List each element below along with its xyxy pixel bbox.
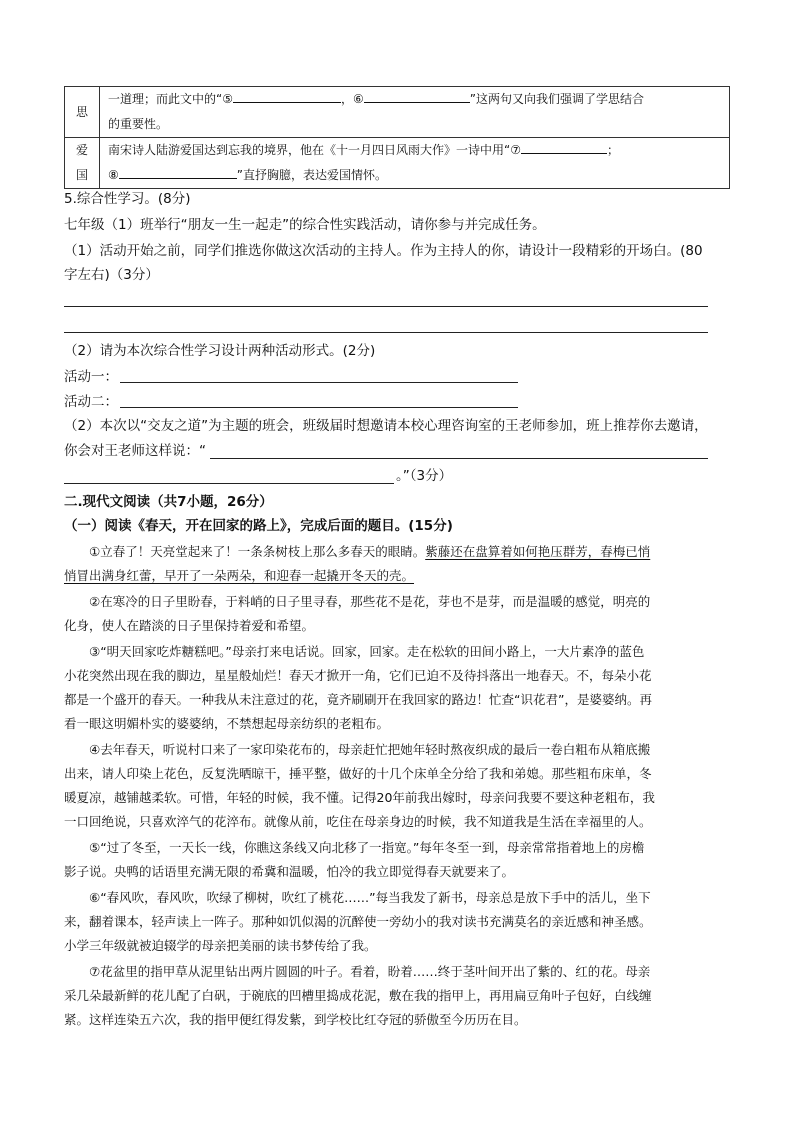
q5-part2: （2）请为本次综合性学习设计两种活动形式。(2分) <box>64 343 376 359</box>
activity-one-line[interactable] <box>120 382 518 383</box>
q5-heading: 5.综合性学习。(8分) <box>64 191 191 207</box>
q5-part1-line2: 字左右)（3分） <box>64 267 159 283</box>
article-line: 出来，请人印染上花色，反复洗晒晾干，捶平整，做好的十几个床单全分给了我和弟媳。那些粗布床单，冬 <box>64 766 652 781</box>
q5-part1-line1: （1）活动开始之前，同学们推选你做这次活动的主持人。作为主持人的你，请设计一段精彩的开场白。(80 <box>64 243 703 259</box>
answer-line-2[interactable] <box>64 332 708 333</box>
article-line: 采几朵最新鲜的花儿配了白矾，于碗底的凹槽里捣成花泥，敷在我的指甲上，再用扁豆角叶子包好，白线缠 <box>64 988 652 1003</box>
blank-7[interactable] <box>521 139 607 154</box>
row-content-patriotism: 南宋诗人陆游爱国达到忘我的境界，他在《十一月四日风雨大作》一诗中用“⑦ ； ⑧ ”直抒胸臆，表达爱国情怀。 <box>100 138 730 189</box>
article-line: 影子说。央鸭的话语里充满无限的希冀和温暖，怕冷的我立即觉得春天就要来了。 <box>64 864 515 879</box>
answer-line-1[interactable] <box>64 306 708 307</box>
article-line: 小花突然出现在我的脚边，星星般灿烂！春天才掀开一角，它们已迫不及待抖落出一地春天。不，每朵小花 <box>64 668 652 683</box>
article-line: 来，翻着课本，轻声读上一阵子。那种如饥似渴的沉醉使一旁幼小的我对读书充满莫名的亲近感和神圣感。 <box>64 914 652 929</box>
section-heading: 二.现代文阅读（共7小题，26分） <box>64 494 273 510</box>
q5-intro: 七年级（1）班举行“朋友一生一起走”的综合性实践活动，请你参与并完成任务。 <box>64 217 546 233</box>
row-label-patriotism: 爱 国 <box>65 138 100 189</box>
activity-one-label: 活动一： <box>64 369 118 385</box>
invitation-line-2[interactable] <box>64 483 394 484</box>
blank-6[interactable] <box>364 88 470 103</box>
row-label-thinking: 思 <box>65 87 100 138</box>
table-row-thinking <box>65 87 730 138</box>
q5-part3-line1: （2）本次以“交友之道”为主题的班会，班级届时想邀请本校心理咨询室的王老师参加，班上推荐你去邀请， <box>64 418 708 434</box>
article-line: 小学三年级就被迫辍学的母亲把美丽的读书梦传给了我。 <box>64 938 377 953</box>
article-line: 暖夏凉，越铺越柔软。可惜，年轻的时候，我不懂。记得20年前我出嫁时，母亲问我要不要这种老粗布，我 <box>64 790 655 805</box>
article-line: ③“明天回家吃炸糖糕吧。”母亲打来电话说。回家，回家。走在松软的田间小路上，一大片素净的蓝色 <box>64 644 645 659</box>
article-line: 一口回绝说，只喜欢淬气的花淬布。就像从前，吃住在母亲身边的时候，我不知道我是生活在幸福里的人。 <box>64 814 652 829</box>
row-content-thinking: 一道理；而此文中的“⑤ ，⑥ ”这两句又向我们强调了学思结合 的重要性。 <box>100 87 730 138</box>
q5-part3-line2: 你会对王老师这样说：“ <box>64 443 206 459</box>
subsection-heading: （一）阅读《春天，开在回家的路上》，完成后面的题目。(15分) <box>64 518 453 534</box>
article-line: ⑥“春风吹，春风吹，吹绿了柳树，吹红了桃花……”每当我发了新书，母亲总是放下手中的活儿，坐下 <box>64 890 651 905</box>
recitation-table <box>64 86 730 189</box>
blank-5[interactable] <box>233 88 341 103</box>
article-line: 悄冒出满身红蕾，早开了一朵两朵，和迎春一起撬开冬天的壳。 <box>64 568 415 583</box>
article-line: ⑦花盆里的指甲草从泥里钻出两片圆圆的叶子。看着，盼着……终于茎叶间开出了紫的、红的花。母亲 <box>64 964 651 979</box>
blank-8[interactable] <box>119 164 237 179</box>
activity-two-line[interactable] <box>120 407 518 408</box>
article-line: 化身，使人在踏淡的日子里保持着爱和希望。 <box>64 618 315 633</box>
activity-two-label: 活动二： <box>64 394 118 410</box>
article-line: ⑤“过了冬至，一天长一线，你瞧这条线又向北移了一指宽。”每年冬至一到，母亲常常指着地上的房檐 <box>64 840 645 855</box>
article-line: 紧。这样连染五六次，我的指甲便红得发紫，到学校比红夺冠的骄傲至今历历在目。 <box>64 1012 527 1027</box>
article-line: ④去年春天，听说村口来了一家印染花布的，母亲赶忙把她年轻时熬夜织成的最后一卷白粗布从箱底搬 <box>64 742 651 757</box>
article-line: ②在寒冷的日子里盼春，于料峭的日子里寻春，那些花不是花，芽也不是芽，而是温暖的感觉，明亮的 <box>64 594 651 609</box>
q5-part3-end: 。”（3分） <box>396 468 453 484</box>
article-line: ①立春了！天亮堂起来了！一条条树枝上那么多春天的眼睛。紫藤还在盘算着如何艳压群芳，春梅已悄 <box>64 544 651 559</box>
invitation-line-1[interactable] <box>210 458 708 459</box>
article-line: 看一眼这明媚朴实的婆婆纳，不禁想起母亲纺织的老粗布。 <box>64 716 390 731</box>
table-row-patriotism <box>65 138 730 189</box>
article-line: 都是一个盛开的春天。一种我从未注意过的花，竟齐刷刷开在我回家的路边！忙查“识花君”，是婆婆纳。再 <box>64 692 652 707</box>
